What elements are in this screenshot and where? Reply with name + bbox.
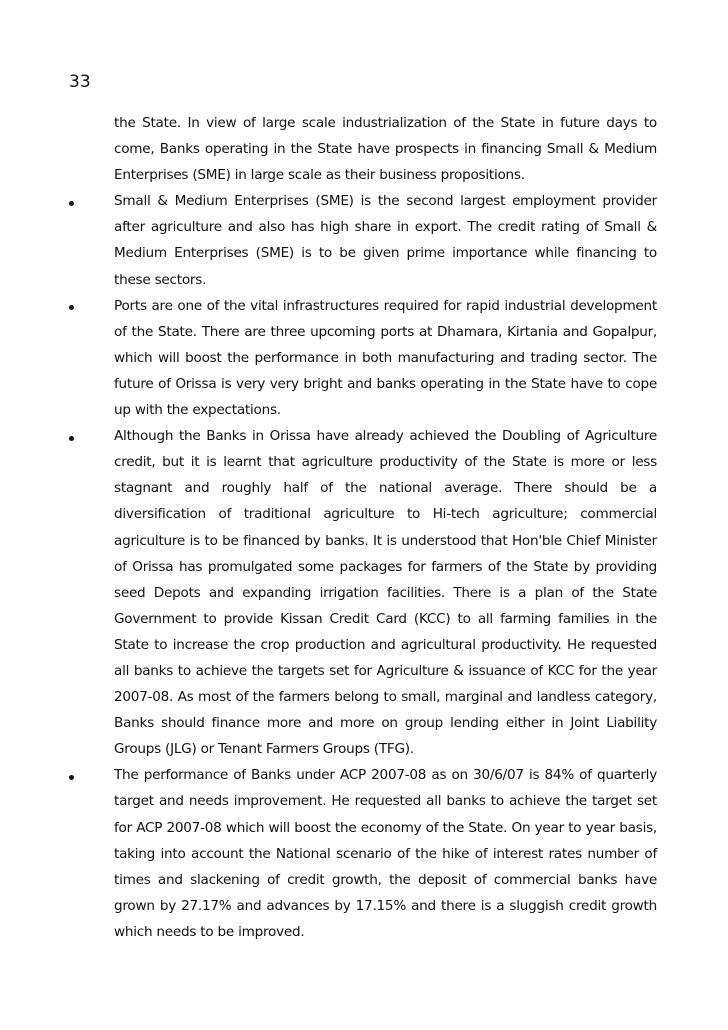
- document-body: [114, 110, 657, 945]
- bullet-item-acp-performance: [114, 762, 657, 945]
- bullet-item-sme-employment: [114, 188, 657, 292]
- paragraph-text: The performance of Banks under ACP 2007-08 as on 30/6/07 is 84% of quarterly target and needs improvement. He requested all banks to achieve the target set for ACP 2007-08 which will boost the economy of the State. On year to year basis, taking into account the National scenario of the hike of interest rates number of times and slackening of credit growth, the deposit of commercial banks have grown by 27.17% and advances by 17.15% and there is a sluggish credit growth which needs to be improved.: [114, 767, 657, 940]
- bullet-icon: [66, 293, 76, 319]
- bullet-icon: [66, 423, 76, 449]
- paragraph-continuation: [114, 110, 657, 188]
- bullet-item-ports: [114, 293, 657, 423]
- bullet-icon: [66, 762, 76, 788]
- bullet-item-agriculture-credit: [114, 423, 657, 762]
- paragraph-text: Ports are one of the vital infrastructures required for rapid industrial development of the State. There are three upcoming ports at Dhamara, Kirtania and Gopalpur, which will boost the performance in both manufacturing and trading sector. The future of Orissa is very very bright and banks operating in the State have to cope up with the expectations.: [114, 297, 657, 419]
- paragraph-text: the State. In view of large scale industrialization of the State in future days to come, Banks operating in the State have prospects in financing Small & Medium Enterprises (SME) in large scale as their business propositions.: [114, 115, 657, 184]
- paragraph-text: Small & Medium Enterprises (SME) is the second largest employment provider after agriculture and also has high share in export. The credit rating of Small & Medium Enterprises (SME) is to be given prime importance while financing to these sectors.: [114, 193, 657, 288]
- page-number: 33: [69, 72, 91, 92]
- paragraph-text: Although the Banks in Orissa have already achieved the Doubling of Agriculture credit, but it is learnt that agriculture productivity of the State is more or less stagnant and roughly half of the national average. There should be a diversification of traditional agriculture to Hi-tech agriculture; commercial agriculture is to be financed by banks. It is understood that Hon'ble Chief Minister of Orissa has promulgated some packages for farmers of the State by providing seed Depots and expanding irrigation facilities. There is a plan of the State Government to provide Kissan Credit Card (KCC) to all farming families in the State to increase the crop production and agricultural productivity. He requested all banks to achieve the targets set for Agriculture & issuance of KCC for the year 2007-08. As most of the farmers belong to small, marginal and landless category, Banks should finance more and more on group lending either in Joint Liability Groups (JLG) or Tenant Farmers Groups (TFG).: [114, 428, 657, 758]
- bullet-icon: [66, 188, 76, 214]
